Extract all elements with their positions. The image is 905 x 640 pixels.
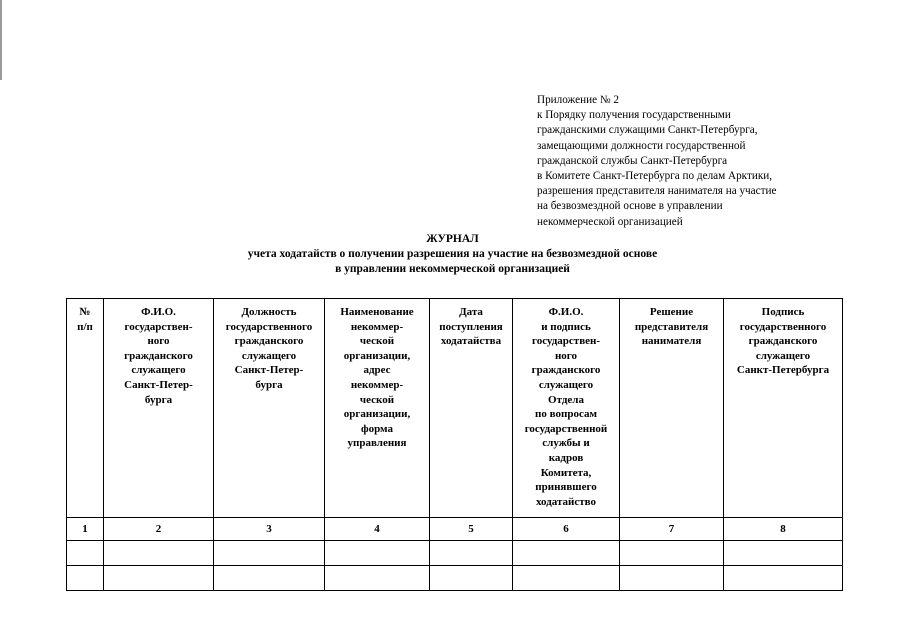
column-number-4: 4: [325, 518, 430, 541]
scan-edge-mark: [0, 0, 2, 80]
column-header-line: организации,: [343, 408, 411, 421]
column-number-5: 5: [430, 518, 513, 541]
empty-cell: [104, 541, 214, 566]
appendix-note: [537, 93, 837, 230]
column-header-line: Санкт-Петер-: [234, 364, 304, 377]
empty-cell: [325, 541, 430, 566]
column-header-line: адрес: [363, 364, 391, 377]
appendix-line: на безвозмездной основе в управлении: [537, 200, 723, 213]
title-line-2: в управлении некоммерческой организацией: [335, 263, 570, 275]
column-header-line: поступления: [439, 320, 503, 333]
column-header-line: некоммер-: [350, 378, 404, 391]
appendix-line: в Комитете Санкт-Петербурга по делам Арктики,: [537, 170, 773, 183]
journal-table: [66, 298, 843, 591]
column-header-line: службы и: [542, 437, 590, 450]
column-header-line: Комитета,: [540, 466, 592, 479]
column-header-line: Решение: [649, 306, 694, 318]
column-header-line: Наименование: [340, 306, 414, 318]
column-header-line: служащего: [755, 349, 811, 362]
column-header-line: по вопросам: [535, 408, 597, 421]
appendix-line: гражданской службы Санкт-Петербурга: [537, 154, 728, 167]
empty-cell: [724, 566, 843, 591]
column-header-4: [325, 299, 430, 518]
column-header-3: [214, 299, 325, 518]
column-number-2: 2: [104, 518, 214, 541]
empty-cell: [104, 566, 214, 591]
empty-cell: [430, 566, 513, 591]
column-header-line: представителя: [634, 320, 709, 333]
column-header-line: государственного: [225, 320, 313, 333]
column-header-line: ческой: [359, 393, 395, 406]
column-number-1: 1: [67, 518, 104, 541]
column-number-8: 8: [724, 518, 843, 541]
empty-cell: [214, 541, 325, 566]
appendix-line: некоммерческой организацией: [537, 215, 683, 228]
column-number-3: 3: [214, 518, 325, 541]
empty-cell: [724, 541, 843, 566]
header-row: [67, 299, 843, 518]
column-header-line: управления: [347, 437, 407, 450]
title-line-1: учета ходатайств о получении разрешения на участие на безвозмездной основе: [247, 248, 658, 260]
column-header-2: [104, 299, 214, 518]
column-header-8: [724, 299, 843, 518]
column-header-line: бурга: [144, 393, 173, 406]
appendix-line: Приложение № 2: [537, 94, 619, 106]
column-header-line: Ф.И.О.: [548, 306, 584, 318]
document-title: [60, 232, 845, 277]
column-header-line: Ф.И.О.: [141, 306, 176, 318]
column-header-line: некоммер-: [350, 320, 404, 333]
column-header-line: Подпись: [761, 306, 805, 318]
empty-cell: [67, 541, 104, 566]
column-header-line: гражданского: [124, 349, 193, 362]
column-header-line: бурга: [255, 378, 283, 391]
column-header-line: гражданского: [748, 335, 818, 348]
appendix-line: замещающими должности государственной: [537, 139, 746, 152]
column-header-line: ческой: [359, 335, 395, 348]
column-number-6: 6: [513, 518, 620, 541]
empty-cell: [325, 566, 430, 591]
column-header-1: [67, 299, 104, 518]
appendix-line: к Порядку получения государственными: [537, 109, 731, 122]
empty-cell: [513, 541, 620, 566]
column-header-line: государственного: [739, 320, 827, 333]
column-header-line: служащего: [131, 364, 186, 377]
column-header-line: государствен-: [124, 320, 193, 333]
column-header-line: ного: [147, 335, 170, 348]
column-number-7: 7: [620, 518, 724, 541]
column-header-line: и подпись: [541, 320, 591, 333]
column-header-6: [513, 299, 620, 518]
empty-cell: [620, 541, 724, 566]
empty-entry-row: [67, 541, 843, 566]
column-header-line: ного: [554, 349, 578, 362]
column-header-line: организации,: [343, 349, 411, 362]
appendix-line: разрешения представителя нанимателя на участие: [537, 185, 777, 198]
empty-entry-row: [67, 566, 843, 591]
column-header-line: гражданского: [531, 364, 601, 377]
column-header-line: Отдела: [548, 393, 584, 406]
column-header-line: Санкт-Петербурга: [736, 364, 830, 377]
column-header-5: [430, 299, 513, 518]
empty-cell: [67, 566, 104, 591]
empty-cell: [430, 541, 513, 566]
column-header-line: гражданского: [234, 335, 304, 348]
empty-cell: [620, 566, 724, 591]
column-header-line: государственной: [524, 422, 608, 435]
column-header-line: №: [79, 306, 91, 318]
column-header-line: Должность: [241, 306, 297, 318]
column-header-line: государствен-: [531, 335, 601, 348]
column-header-line: п/п: [77, 320, 93, 333]
column-header-line: ходатайство: [535, 495, 597, 508]
column-header-line: Дата: [459, 306, 483, 318]
title-heading: ЖУРНАЛ: [426, 233, 479, 245]
empty-cell: [214, 566, 325, 591]
column-header-line: служащего: [241, 349, 297, 362]
column-header-line: Санкт-Петер-: [124, 378, 193, 391]
column-header-7: [620, 299, 724, 518]
empty-cell: [513, 566, 620, 591]
column-header-line: нанимателя: [641, 335, 702, 348]
column-number-row: [67, 518, 843, 541]
appendix-line: гражданскими служащими Санкт-Петербурга,: [537, 124, 758, 137]
column-header-line: служащего: [538, 378, 594, 391]
column-header-line: ходатайства: [440, 335, 502, 348]
column-header-line: принявшего: [535, 481, 597, 494]
column-header-line: кадров: [548, 451, 584, 464]
column-header-line: форма: [361, 422, 393, 435]
